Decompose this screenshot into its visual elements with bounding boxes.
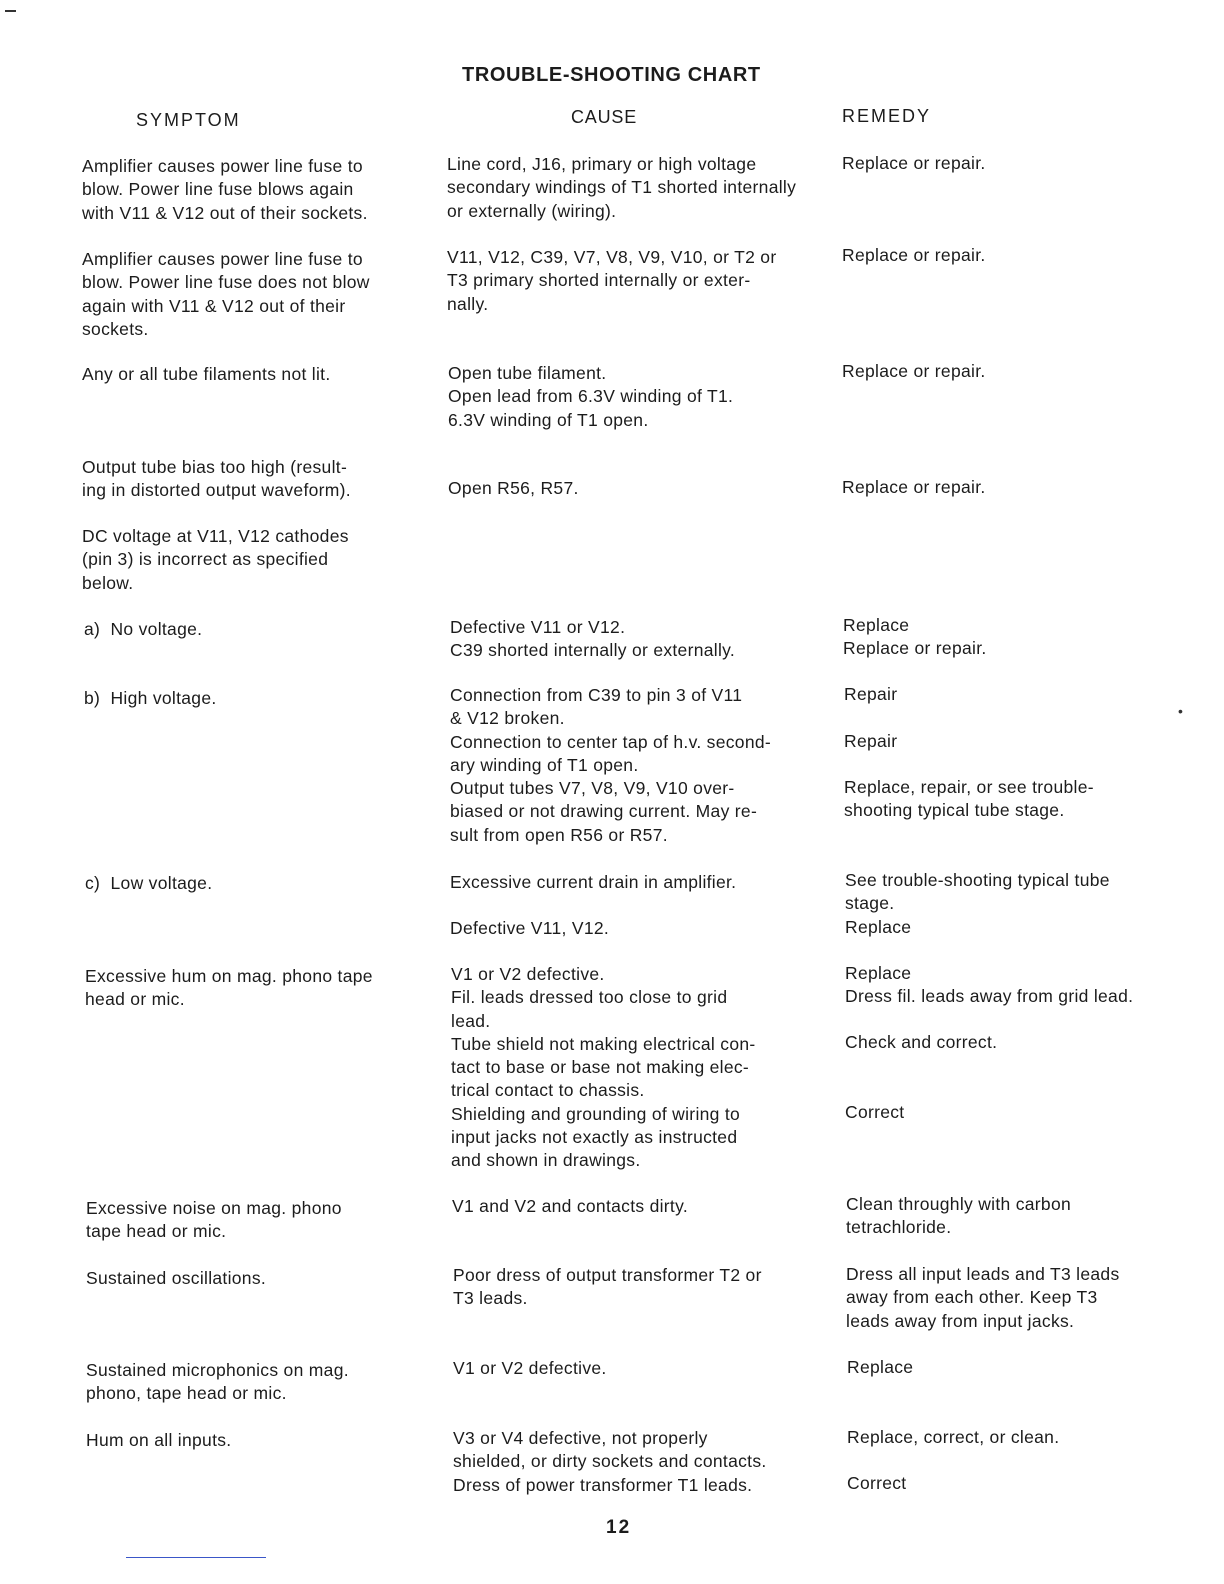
remedy-text: Replace, repair, or see trouble- shooting typical tube stage.: [844, 777, 1094, 821]
remedy-text: Repair: [844, 684, 898, 704]
symptom-text: b) High voltage.: [84, 688, 217, 708]
cause-text: V3 or V4 defective, not properly shielded, or dirty sockets and contacts. Dress of power transformer T1 leads.: [453, 1428, 767, 1495]
cause-text: V1 or V2 defective. Fil. leads dressed too close to grid lead. Tube shield not making electrical con- tact to base or base not making elec- trical contact to chassis. Shielding and grounding of wiring to input jacks not exactly as instructed and shown in drawings.: [451, 964, 756, 1171]
cause-text: Line cord, J16, primary or high voltage secondary windings of T1 shorted internally or externally (wiring).: [447, 154, 797, 221]
remedy-text: Replace: [847, 1357, 914, 1377]
symptom-text: Excessive hum on mag. phono tape head or mic.: [85, 966, 373, 1010]
cause-text: Defective V11, V12.: [450, 918, 610, 938]
symptom-text: c) Low voltage.: [85, 873, 213, 893]
page-number: 12: [606, 1517, 632, 1538]
remedy-text: Replace or repair.: [842, 477, 986, 497]
remedy-text: Replace or repair.: [842, 153, 986, 173]
symptom-text: Amplifier causes power line fuse to blow. Power line fuse does not blow again with V11 & V12 out of their sockets.: [82, 249, 370, 339]
cause-text: V11, V12, C39, V7, V8, V9, V10, or T2 or T3 primary shorted internally or exter- nally.: [447, 247, 777, 314]
remedy-text: Clean throughly with carbon tetrachloride.: [846, 1194, 1072, 1238]
symptom-text: Hum on all inputs.: [86, 1430, 232, 1450]
footer-rule: [126, 1557, 266, 1558]
cause-text: V1 or V2 defective.: [453, 1358, 607, 1378]
column-header-symptom: SYMPTOM: [136, 110, 241, 130]
cause-text: Connection from C39 to pin 3 of V11 & V12 broken. Connection to center tap of h.v. second- ary winding of T1 open. Output tubes V7, V8, V9, V10 over- biased or not drawing current. May re- sult from open R56 or R57.: [450, 685, 772, 845]
cause-text: Open R56, R57.: [448, 478, 579, 498]
column-header-cause: CAUSE: [571, 107, 638, 127]
symptom-text: a) No voltage.: [84, 619, 203, 639]
cause-text: Defective V11 or V12. C39 shorted internally or externally.: [450, 617, 736, 661]
symptom-text: Sustained oscillations.: [86, 1268, 267, 1288]
scan-speck: •: [1178, 703, 1183, 719]
remedy-text: Correct: [847, 1473, 907, 1493]
symptom-text: Excessive noise on mag. phono tape head or mic.: [86, 1198, 342, 1242]
remedy-text: See trouble-shooting typical tube stage.: [845, 870, 1110, 914]
symptom-text: Amplifier causes power line fuse to blow. Power line fuse blows again with V11 & V12 out of their sockets.: [82, 156, 368, 223]
cause-text: Open tube filament. Open lead from 6.3V winding of T1. 6.3V winding of T1 open.: [448, 363, 734, 430]
remedy-text: Replace, correct, or clean.: [847, 1427, 1060, 1447]
symptom-text: Output tube bias too high (result- ing in distorted output waveform).: [82, 457, 351, 501]
cause-text: Excessive current drain in amplifier.: [450, 872, 737, 892]
column-header-remedy: REMEDY: [842, 106, 932, 126]
symptom-text: DC voltage at V11, V12 cathodes (pin 3) is incorrect as specified below.: [82, 526, 349, 593]
page-title: TROUBLE-SHOOTING CHART: [462, 64, 761, 86]
remedy-text: Replace Replace or repair.: [843, 615, 987, 659]
cause-text: V1 and V2 and contacts dirty.: [452, 1196, 689, 1216]
remedy-text: Replace or repair.: [842, 245, 986, 265]
remedy-text: Replace: [845, 917, 912, 937]
symptom-text: Sustained microphonics on mag. phono, tape head or mic.: [86, 1360, 349, 1404]
remedy-text: Dress all input leads and T3 leads away from each other. Keep T3 leads away from input jacks.: [846, 1264, 1120, 1331]
remedy-text: Correct: [845, 1102, 905, 1122]
symptom-text: Any or all tube filaments not lit.: [82, 364, 331, 384]
scan-mark: [5, 10, 16, 12]
remedy-text: Replace or repair.: [842, 361, 986, 381]
cause-text: Poor dress of output transformer T2 or T3 leads.: [453, 1265, 762, 1309]
remedy-text: Repair: [844, 731, 898, 751]
remedy-text: Replace Dress fil. leads away from grid lead.: [845, 963, 1134, 1007]
remedy-text: Check and correct.: [845, 1032, 998, 1052]
